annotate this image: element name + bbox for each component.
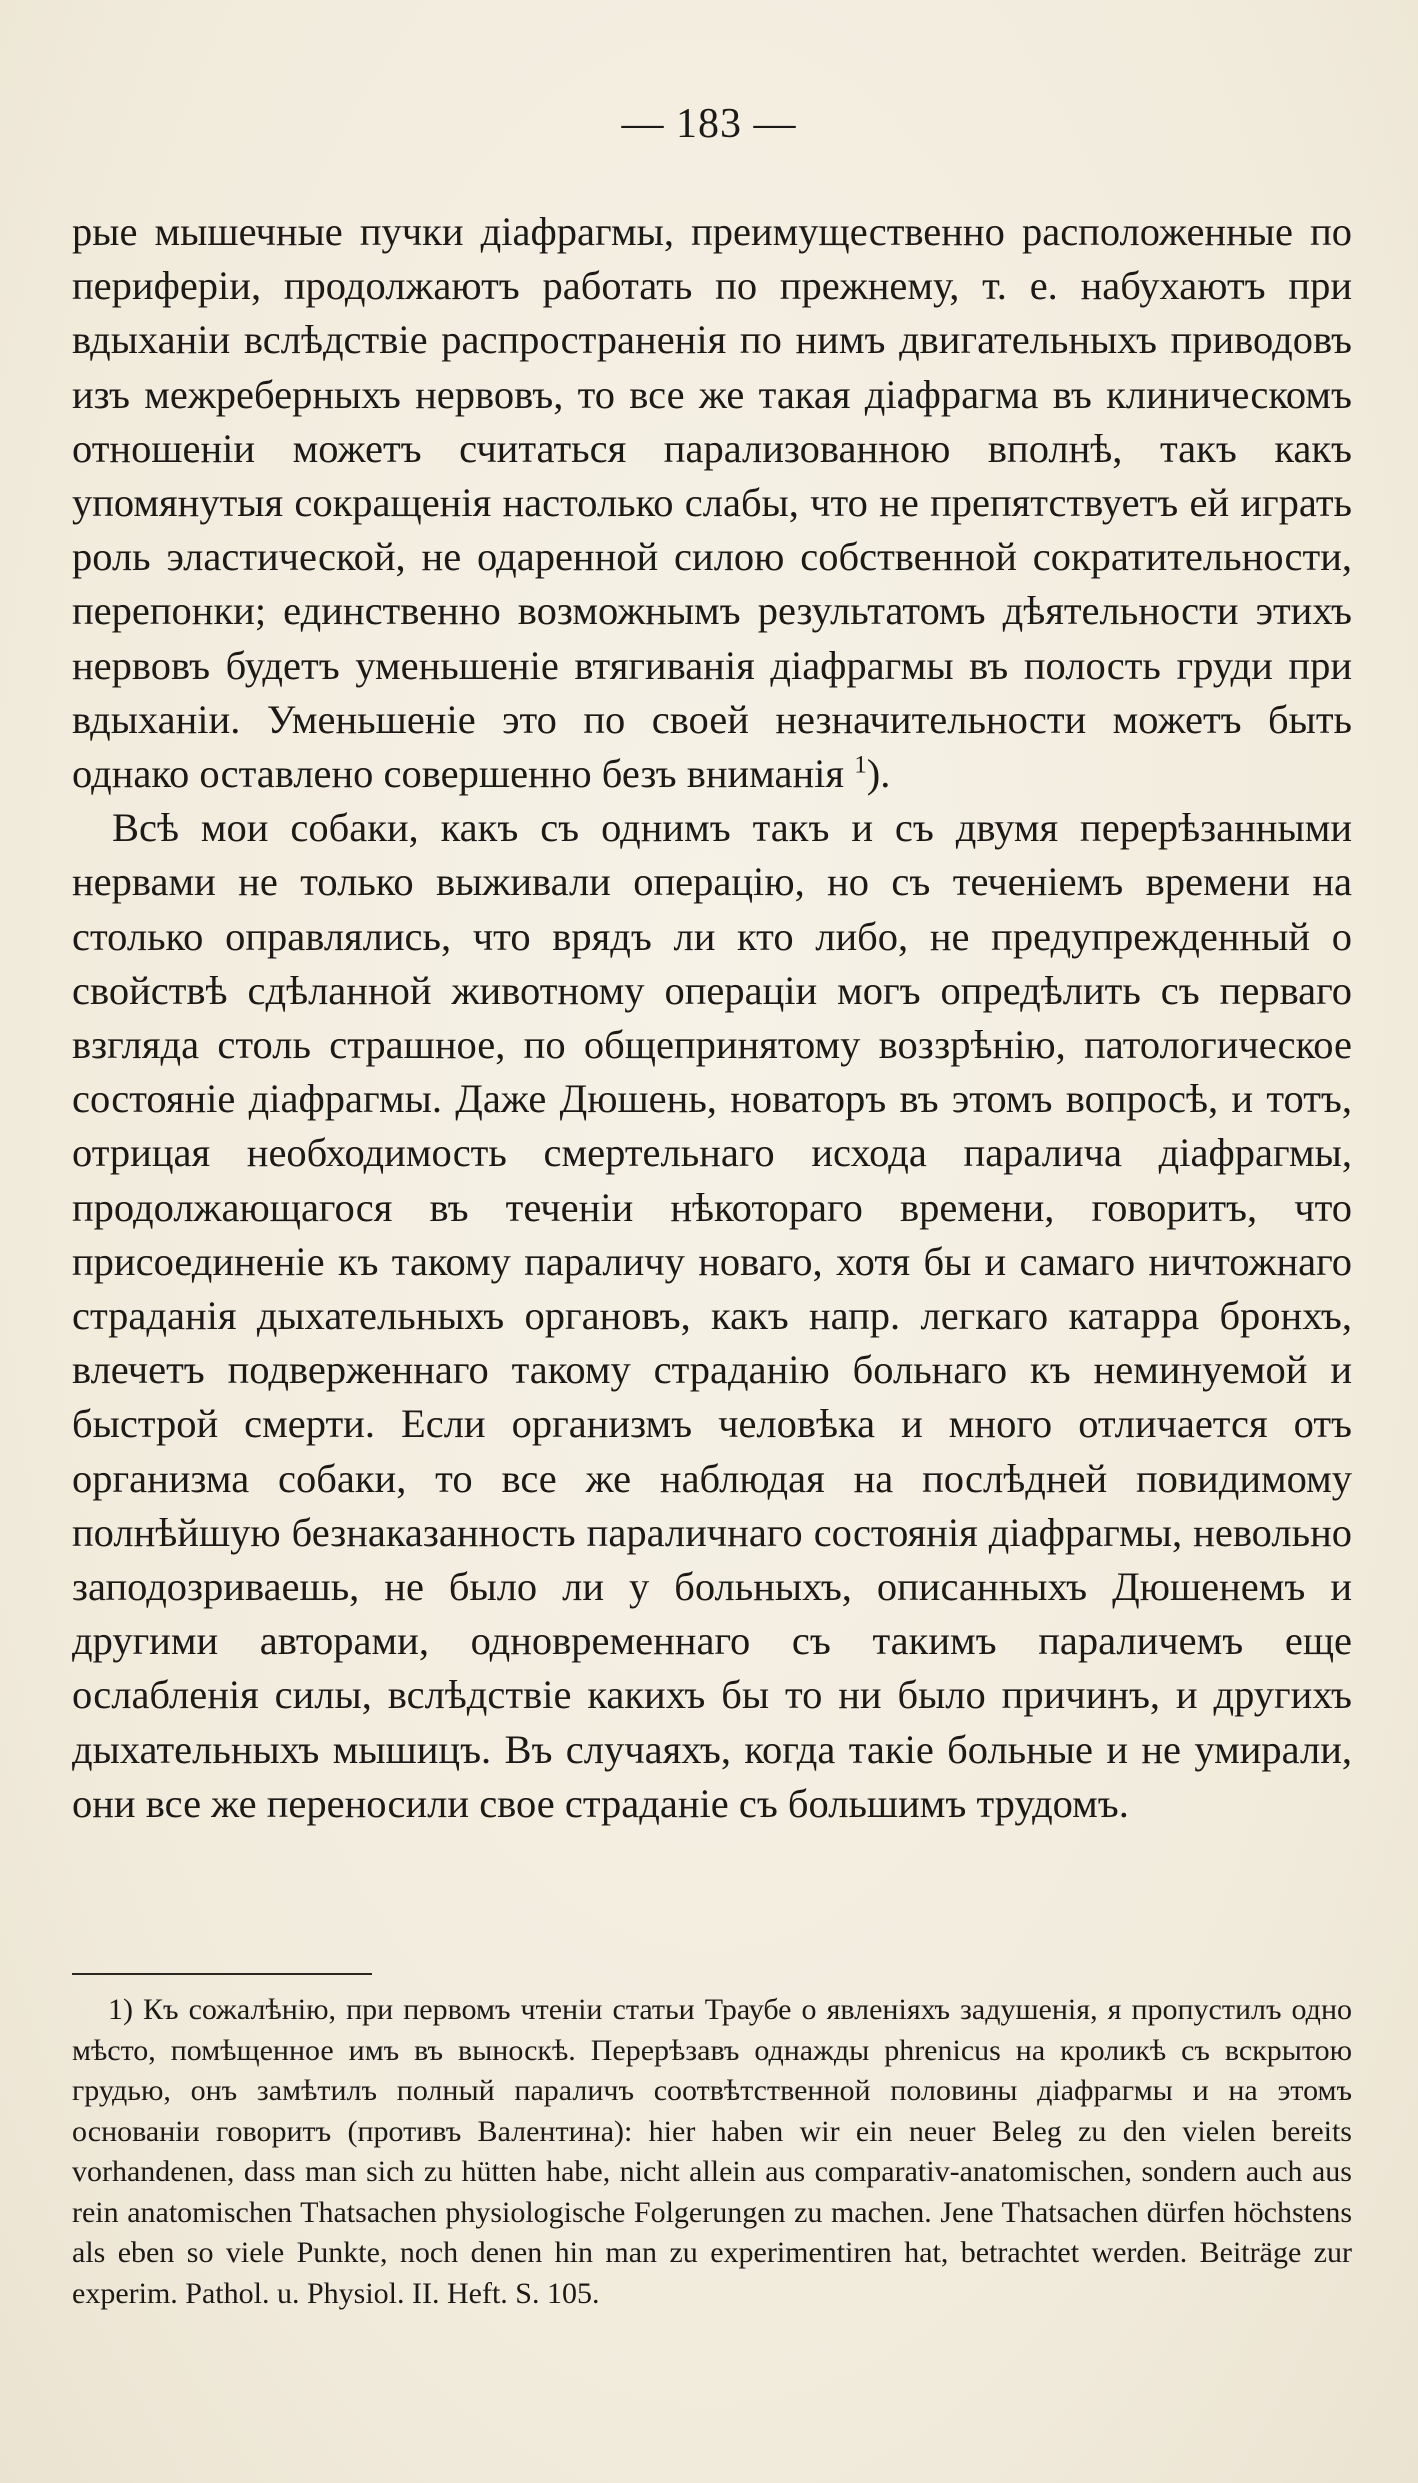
paragraph-1: [72, 205, 1352, 801]
paragraph-2: Всѣ мои собаки, какъ съ однимъ такъ и съ двумя перерѣзанными нервами не только выживали операцію, но съ теченіемъ времени на столько оправлялись, что врядъ ли кто либо, не предупрежденный о свойствѣ сдѣланной животному операціи могъ опредѣлить съ перваго взгляда столь страшное, по общепринятому воззрѣнію, патологическое состояніе діафрагмы. Даже Дюшень, новаторъ въ этомъ вопросѣ, и тотъ, отрицая необходимость смертельнаго исхода паралича діафрагмы, продолжающагося въ теченіи нѣкотораго времени, говоритъ, что присоединеніе къ такому параличу новаго, хотя бы и самаго ничтожнаго страданія дыхательныхъ органовъ, какъ напр. легкаго катарра бронхъ, влечетъ подверженнаго такому страданію больнаго къ неминуемой и быстрой смерти. Если организмъ человѣка и много отличается отъ организма собаки, то все же наблюдая на послѣдней повидимому полнѣйшую безнаказанность параличнаго состоянія діафрагмы, невольно заподозриваешь, не было ли у больныхъ, описанныхъ Дюшенемъ и другими авторами, одновременнаго съ такимъ параличемъ еще ослабленія силы, вслѣдствіе какихъ бы то ни было причинъ, и другихъ дыхательныхъ мышицъ. Въ случаяхъ, когда такіе больные и не умирали, они все же переносили свое страданіе съ большимъ трудомъ.: [72, 805, 1352, 1826]
footnote-separator: [72, 1973, 372, 1975]
footnote-label: 1): [108, 1993, 133, 2026]
main-text: [72, 205, 1352, 1831]
footnote: [72, 1990, 1352, 2314]
footnote-text: Къ сожалѣнію, при первомъ чтеніи статьи Траубе о явленіяхъ задушенія, я пропустилъ одно мѣсто, помѣщенное имъ въ выноскѣ. Перерѣзавъ однажды phrenicus на кроликѣ съ вскрытою грудью, онъ замѣтилъ полный параличъ соотвѣтственной половины діафрагмы и на этомъ основаніи говоритъ (противъ Валентина): hier haben wir ein neuer Beleg zu den vielen bereits vorhandenen, dass man sich zu hütten habe, nicht allein aus comparativ-anatomischen, sondern auch aus rein anatomischen Thatsachen physiologische Folgerungen zu machen. Jene Thatsachen dürfen höchstens als eben so viele Punkte, noch denen hin man zu experimentiren hat, betrachtet werden. Beiträge zur experim. Pathol. u. Physiol. II. Heft. S. 105.: [72, 1993, 1353, 2310]
footnote-marker: 1: [854, 751, 867, 779]
footnote-marker-close: ).: [866, 751, 891, 797]
paragraph-1-text: рые мышечные пучки діафрагмы, преимущественно расположенные по периферіи, продолжаютъ работать по прежнему, т. е. набухаютъ при вдыханіи вслѣдствіе распространенія по нимъ двигательныхъ приводовъ изъ межреберныхъ нервовъ, то все же такая діафрагма въ клиническомъ отношеніи можетъ считаться парализованною вполнѣ, такъ какъ упомянутыя сокращенія настолько слабы, что не препятствуетъ ей играть роль эластической, не одаренной силою собственной сократительности, перепонки; единственно возможнымъ результатомъ дѣятельности этихъ нервовъ будетъ уменьшеніе втягиванія діафрагмы въ полость груди при вдыханіи. Уменьшеніе это по своей незначительности можетъ быть однако оставлено совершенно безъ вниманія: [72, 209, 1352, 797]
page-number: — 183 —: [621, 101, 797, 147]
